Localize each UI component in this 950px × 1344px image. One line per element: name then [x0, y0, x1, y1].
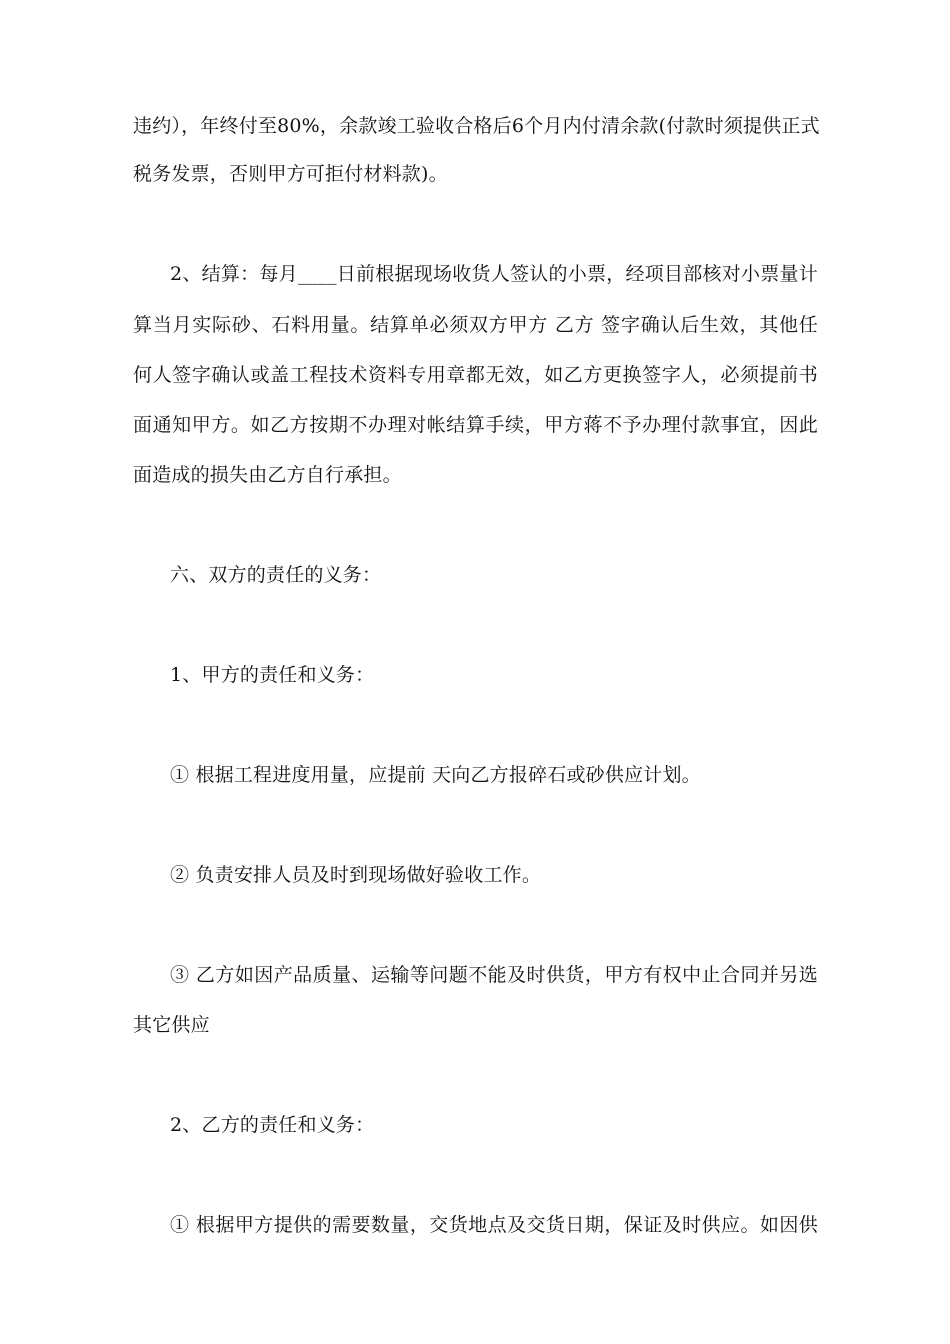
- section-heading: 六、双方的责任的义务：: [170, 564, 382, 586]
- paragraph-line: 面造成的损失由乙方自行承担。: [133, 464, 402, 486]
- list-item: ③ 乙方如因产品质量、运输等问题不能及时供货，甲方有权中止合同并另选: [170, 964, 818, 986]
- list-item: ① 根据工程进度用量，应提前 天向乙方报碎石或砂供应计划。: [170, 764, 701, 786]
- paragraph-line: 面通知甲方。如乙方按期不办理对帐结算手续，甲方蒋不予办理付款事宜，因此: [133, 414, 818, 436]
- paragraph-line: 何人签字确认或盖工程技术资料专用章都无效，如乙方更换签字人，必须提前书: [133, 364, 818, 386]
- paragraph-line: 2、结算：每月____日前根据现场收货人签认的小票，经项目部核对小票量计: [170, 263, 818, 285]
- paragraph-line: 算当月实际砂、石料用量。结算单必须双方甲方 乙方 签字确认后生效，其他任: [133, 314, 818, 336]
- subsection-heading: 1、甲方的责任和义务：: [170, 664, 375, 686]
- list-item: ② 负责安排人员及时到现场做好验收工作。: [170, 864, 542, 886]
- list-item: ① 根据甲方提供的需要数量，交货地点及交货日期，保证及时供应。如因供: [170, 1214, 818, 1236]
- paragraph-line: 其它供应: [133, 1014, 210, 1036]
- subsection-heading: 2、乙方的责任和义务：: [170, 1114, 375, 1136]
- paragraph-line: 违约），年终付至80%，余款竣工验收合格后6个月内付清余款(付款时须提供正式: [133, 115, 820, 137]
- paragraph-line: 税务发票，否则甲方可拒付材料款)。: [133, 163, 448, 185]
